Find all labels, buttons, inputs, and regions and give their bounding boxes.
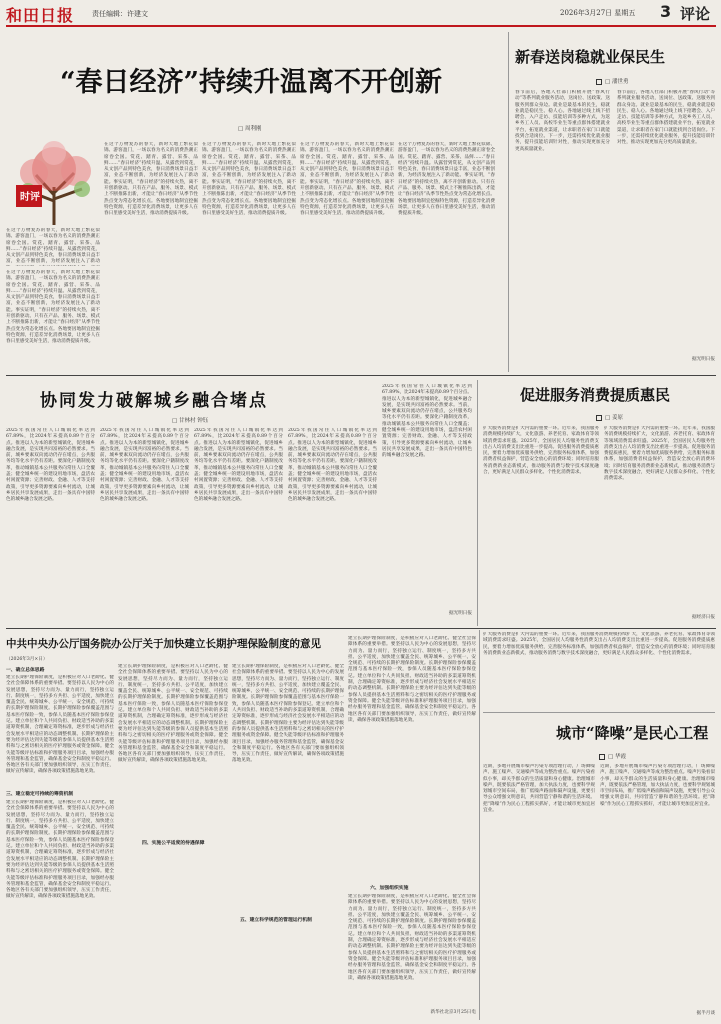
lead-headline: “春日经济”持续升温离不开创新 [60,67,443,98]
author-box-icon [599,754,605,760]
bottom-right-body-col2: 近期，多地开展城市噪声污染专项治理行动，广场舞噪声、施工噪声、交通噪声等成为整治重点。噪声污染看似小事，却关乎群众的生活质量和身心健康。治理城市噪声，既要依法严格管理，加大执法力度，也要科学规划城市空间布局，推广低噪声路面和隔声设施，更要引导公众增强文明意识，共同营造宁静和谐的生活环境。把“降噪”作为民心工程抓实抓好，才能让城市更加宜居宜业。 [600,764,715,807]
bottom-right-author: □ 华霞 [599,752,626,760]
lead-author: □ 周利刚 [238,126,262,132]
mid-left-headline: 协同发力破解城乡融合堵点 [40,391,268,411]
policy-body-col4b: 建立长期护理保险制度，是积极应对人口老龄化、健全社会保障体系的重要举措。要坚持以人民为中心的发展思想，坚持尽力而为、量力而行，坚持独立运行、制度统一，坚持多方共担、公平适度，加快建立覆盖全民、统筹城乡、公平统一、安全规范、可持续的长期护理保险制度。长期护理保险参保覆盖范围与基本医疗保险一致，参保人员随基本医疗保险参保登记。建立单位和个人共同负担、财政适当补助的多渠道筹资机制，合理确定筹资标准，逐步形成与经济社会发展水平相适应的动态调整机制。长期护理保险主要为经评估达到失能等级的参保人员提供基本生活照料和与之密切相关的医疗护理服务或资金保障。健全失能等级评估标准和护理服务项目目录，加强经办服务管理和基金监管，确保基金安全和制度平稳运行。各地区各有关部门要加强组织领导，压实工作责任，做好宣传解读，确保各项政策措施落地见效。 [348,894,476,981]
lead-body-col1: 在这个万物复苏的春天，新时天地上繁花似锦、游客盈门，一场以春为名义的消费热潮正席卷全国。赏花、踏青、露营、采茶、品鲜……“春日经济”持续升温。从露营到赏花，从文创产品到特色美食，春日消费场景日益丰富，业态不断创新，为经济发展注入了新动 [6,228,100,265]
policy-body-col1a: 建立长期护理保险制度，是积极应对人口老龄化、健全社会保障体系的重要举措。要坚持以人民为中心的发展思想，坚持尽力而为、量力而行，坚持独立运行、制度统一，坚持多方共担、公平适度，加快建立覆盖全民、统筹城乡、公平统一、安全规范、可持续的长期护理保险制度。长期护理保险参保覆盖范围与基本医疗保险一致，参保人员随基本医疗保险参保登记。建立单位和个人共同负担、财政适当补助的多渠道筹资机制，合理确定筹资标准，逐步形成与经济社会发展水平相适应的动态调整机制。长期护理保险主要为经评估达到失能等级的参保人员提供基本生活照料和与之密切相关的医疗护理服务或资金保障。健全失能等级评估标准和护理服务项目目录，加强经办服务管理和基金监管，确保基金安全和制度平稳运行。各地区各有关部门要加强组织领导，压实工作责任，做好宣传解读，确保各项政策措施落地见效。 [6,675,114,775]
newspaper-logo: 和田日报 [6,6,75,24]
policy-sign: 新华社北京3月25日电 [430,1010,476,1015]
commentary-tag: 时评 [20,192,40,203]
policy-section-5: 五、建立科学规范的管理运行机制 [240,917,312,923]
mid-right-sign: 据经济日报 [692,615,715,620]
author-box-icon [596,79,602,85]
policy-section-1: 一、确立总体思路 [6,667,45,673]
lead-body-col6: 在这个万物复苏的春天，新时天地上繁花似锦、游客盈门，一场以春为名义的消费热潮正席卷全国。赏花、踏青、露营、采茶、品鲜……“春日经济”持续升温。从露营到赏花，从文创产品到特色美食，春日消费场景日益丰富，业态不断创新，为经济发展注入了新动能。事实证明，“春日经济”的持续火热，离不开创新驱动。只有在产品、服务、场景、模式上不断推陈出新，才能让“春日经济”从季节性热点变为常态化增长点。各地要因地制宜挖掘特色资源，打造差异化消费场景，让更多人在春日里感受美好生活，推动消费提质升级。 [398,142,495,217]
mid-right-author: □ 姜原 [596,413,623,421]
bottom-right-headline: 城市“降噪”是民心工程 [556,724,709,742]
policy-section-3: 三、建立稳定可持续的筹资机制 [6,791,74,797]
policy-section-4: 四、实施公平适度的待遇保障 [142,840,205,846]
mid-right-body-col2: 扩大服务消费是扩大内需的重要一环。近年来，我国服务消费规模持续扩大，文化旅游、养老托育、家政体育等领域消费需求旺盛。2025年，全国居民人均服务性消费支出占人均消费支出比重进一步提高。促进服务消费提质惠民，要着力增加优质服务供给，完善服务标准体系，加强消费者权益保护，营造安全放心的消费环境；同时培育服务消费新业态新模式，推动服务消费与数字技术深度融合，更好满足人民群众多样化、个性化消费需求。 [604,426,715,482]
mid-right-headline: 促进服务消费提质惠民 [520,386,671,404]
masthead [0,0,721,24]
section-title: 评论 [680,5,711,23]
issue-date: 2026年3月27日 星期五 [560,9,636,17]
page-number: 3 [660,2,672,21]
policy-body-col3: 建立长期护理保险制度，是积极应对人口老龄化、健全社会保障体系的重要举措。要坚持以人民为中心的发展思想，坚持尽力而为、量力而行，坚持独立运行、制度统一，坚持多方共担、公平适度，加快建立覆盖全民、统筹城乡、公平统一、安全规范、可持续的长期护理保险制度。长期护理保险参保覆盖范围与基本医疗保险一致，参保人员随基本医疗保险参保登记。建立单位和个人共同负担、财政适当补助的多渠道筹资机制，合理确定筹资标准，逐步形成与经济社会发展水平相适应的动态调整机制。长期护理保险主要为经评估达到失能等级的参保人员提供基本生活照料和与之密切相关的医疗护理服务或资金保障。健全失能等级评估标准和护理服务项目目录，加强经办服务管理和基金监管，确保基金安全和制度平稳运行。各地区各有关部门要加强组织领导，压实工作责任，做好宣传解读，确保各项政策措施落地见效。 [232,664,344,764]
policy-body-col2: 建立长期护理保险制度，是积极应对人口老龄化、健全社会保障体系的重要举措。要坚持以人民为中心的发展思想，坚持尽力而为、量力而行，坚持独立运行、制度统一，坚持多方共担、公平适度，加快建立覆盖全民、统筹城乡、公平统一、安全规范、可持续的长期护理保险制度。长期护理保险参保覆盖范围与基本医疗保险一致，参保人员随基本医疗保险参保登记。建立单位和个人共同负担、财政适当补助的多渠道筹资机制，合理确定筹资标准，逐步形成与经济社会发展水平相适应的动态调整机制。长期护理保险主要为经评估达到失能等级的参保人员提供基本生活照料和与之密切相关的医疗护理服务或资金保障。健全失能等级评估标准和护理服务项目目录，加强经办服务管理和基金监管，确保基金安全和制度平稳运行。各地区各有关部门要加强组织领导，压实工作责任，做好宣传解读，确保各项政策措施落地见效。 [118,664,228,764]
bottom-right-sign: 据半月谈 [696,1011,715,1016]
lead-illustration [6,135,101,225]
bottom-right-body-col1: 近期，多地开展城市噪声污染专项治理行动，广场舞噪声、施工噪声、交通噪声等成为整治重点。噪声污染看似小事，却关乎群众的生活质量和身心健康。治理城市噪声，既要依法严格管理，加大执法力度，也要科学规划城市空间布局，推广低噪声路面和隔声设施，更要引导公众增强文明意识，共同营造宁静和谐的生活环境。把“降噪”作为民心工程抓实抓好，才能让城市更加宜居宜业。 [483,764,595,814]
mid-left-author: □ 甘林村 钟钰 [172,418,209,424]
author-box-icon [596,415,602,421]
right-top-author: □ 潘世勇 [596,77,628,85]
mid-left-body-col4: 2025年我国常住人口城镇化率达到67.89%，比2024年末提高0.89个百分点。推进以人为本的新型城镇化，促进城乡融合发展，是实现共同富裕的必然要求。当前，城乡要素双向流动仍存在堵点，公共服务均等化水平仍有差距。要深化户籍制度改革，推动城镇基本公共服务向常住人口全覆盖；健全城乡统一的建设用地市场，盘活农村闲置资源；完善财政、金融、人才等支持政策，引导更多资源要素向乡村流动，让城乡居民共享发展成果，走出一条具有中国特色的城乡融合发展之路。 [288,428,377,503]
policy-headline: 中共中央办公厅国务院办公厅关于加快建立长期护理保险制度的意见 [6,638,321,650]
right-top-headline: 新春送岗稳就业保民生 [515,48,666,66]
policy-body-col1b: 建立长期护理保险制度，是积极应对人口老龄化、健全社会保障体系的重要举措。要坚持以人民为中心的发展思想，坚持尽力而为、量力而行，坚持独立运行、制度统一，坚持多方共担、公平适度，加快建立覆盖全民、统筹城乡、公平统一、安全规范、可持续的长期护理保险制度。长期护理保险参保覆盖范围与基本医疗保险一致，参保人员随基本医疗保险参保登记。建立单位和个人共同负担、财政适当补助的多渠道筹资机制，合理确定筹资标准，逐步形成与经济社会发展水平相适应的动态调整机制。长期护理保险主要为经评估达到失能等级的参保人员提供基本生活照料和与之密切相关的医疗护理服务或资金保障。健全失能等级评估标准和护理服务项目目录，加强经办服务管理和基金监管，确保基金安全和制度平稳运行。各地区各有关部门要加强组织领导，压实工作责任，做好宣传解读，确保各项政策措施落地见效。 [6,800,114,900]
policy-section-6: 六、加强组织实施 [370,885,409,891]
mid-left-body-col2: 2025年我国常住人口城镇化率达到67.89%，比2024年末提高0.89个百分点。推进以人为本的新型城镇化，促进城乡融合发展，是实现共同富裕的必然要求。当前，城乡要素双向流动仍存在堵点，公共服务均等化水平仍有差距。要深化户籍制度改革，推动城镇基本公共服务向常住人口全覆盖；健全城乡统一的建设用地市场，盘活农村闲置资源；完善财政、金融、人才等支持政策，引导更多资源要素向乡村流动，让城乡居民共享发展成果，走出一条具有中国特色的城乡融合发展之路。 [100,428,189,503]
mid-left-sign: 据光明日报 [449,611,472,616]
lead-body-col2: 在这个万物复苏的春天，新时天地上繁花似锦、游客盈门，一场以春为名义的消费热潮正席卷全国。赏花、踏青、露营、采茶、品鲜……“春日经济”持续升温。从露营到赏花，从文创产品到特色美食，春日消费场景日益丰富，业态不断创新，为经济发展注入了新动能。事实证明，“春日经济”的持续火热，离不开创新驱动。只有在产品、服务、场景、模式上不断推陈出新，才能让“春日经济”从季节性热点变为常态化增长点。各地要因地制宜挖掘特色资源，打造差异化消费场景，让更多人在春日里感受美好生活，推动消费提质升级。 [6,270,100,345]
mid-left-body-col3: 2025年我国常住人口城镇化率达到67.89%，比2024年末提高0.89个百分点。推进以人为本的新型城镇化，促进城乡融合发展，是实现共同富裕的必然要求。当前，城乡要素双向流动仍存在堵点，公共服务均等化水平仍有差距。要深化户籍制度改革，推动城镇基本公共服务向常住人口全覆盖；健全城乡统一的建设用地市场，盘活农村闲置资源；完善财政、金融、人才等支持政策，引导更多资源要素向乡村流动，让城乡居民共享发展成果，走出一条具有中国特色的城乡融合发展之路。 [194,428,283,503]
right-top-sign: 据光明日报 [692,357,715,362]
mid-left-body-col5: 2025年我国常住人口城镇化率达到67.89%，比2024年末提高0.89个百分点。推进以人为本的新型城镇化，促进城乡融合发展，是实现共同富裕的必然要求。当前，城乡要素双向流动仍存在堵点，公共服务均等化水平仍有差距。要深化户籍制度改革，推动城镇基本公共服务向常住人口全覆盖；健全城乡统一的建设用地市场，盘活农村闲置资源；完善财政、金融、人才等支持政策，引导更多资源要素向乡村流动，让城乡居民共享发展成果，走出一条具有中国特色的城乡融合发展之路。 [382,384,472,459]
mid-left-body-col1: 2025年我国常住人口城镇化率达到67.89%，比2024年末提高0.89个百分点。推进以人为本的新型城镇化，促进城乡融合发展，是实现共同富裕的必然要求。当前，城乡要素双向流动仍存在堵点，公共服务均等化水平仍有差距。要深化户籍制度改革，推动城镇基本公共服务向常住人口全覆盖；健全城乡统一的建设用地市场，盘活农村闲置资源；完善财政、金融、人才等支持政策，引导更多资源要素向乡村流动，让城乡居民共享发展成果，走出一条具有中国特色的城乡融合发展之路。 [6,428,95,503]
lead-body-col4: 在这个万物复苏的春天，新时天地上繁花似锦、游客盈门，一场以春为名义的消费热潮正席卷全国。赏花、踏青、露营、采茶、品鲜……“春日经济”持续升温。从露营到赏花，从文创产品到特色美食，春日消费场景日益丰富，业态不断创新，为经济发展注入了新动能。事实证明，“春日经济”的持续火热，离不开创新驱动。只有在产品、服务、场景、模式上不断推陈出新，才能让“春日经济”从季节性热点变为常态化增长点。各地要因地制宜挖掘特色资源，打造差异化消费场景，让更多人在春日里感受美好生活，推动消费提质升级。 [202,142,296,217]
policy-subtitle: （2026年3月×日） [6,657,48,662]
lead-body-col3: 在这个万物复苏的春天，新时天地上繁花似锦、游客盈门，一场以春为名义的消费热潮正席卷全国。赏花、踏青、露营、采茶、品鲜……“春日经济”持续升温。从露营到赏花，从文创产品到特色美食，春日消费场景日益丰富，业态不断创新，为经济发展注入了新动能。事实证明，“春日经济”的持续火热，离不开创新驱动。只有在产品、服务、场景、模式上不断推陈出新，才能让“春日经济”从季节性热点变为常态化增长点。各地要因地制宜挖掘特色资源，打造差异化消费场景，让更多人在春日里感受美好生活，推动消费提质升级。 [104,142,198,217]
lead-body-col5: 在这个万物复苏的春天，新时天地上繁花似锦、游客盈门，一场以春为名义的消费热潮正席卷全国。赏花、踏青、露营、采茶、品鲜……“春日经济”持续升温。从露营到赏花，从文创产品到特色美食，春日消费场景日益丰富，业态不断创新，为经济发展注入了新动能。事实证明，“春日经济”的持续火热，离不开创新驱动。只有在产品、服务、场景、模式上不断推陈出新，才能让“春日经济”从季节性热点变为常态化增长点。各地要因地制宜挖掘特色资源，打造差异化消费场景，让更多人在春日里感受美好生活，推动消费提质升级。 [300,142,394,217]
spring-tree-illustration [6,135,101,225]
right-top-body-col2: 春节前后，各地人社部门积极开展“春风行动”等系列就业服务活动，送岗位、送政策、送服务到群众身边。就业是最基本的民生，稳就业就是稳民生、稳人心。各地通过线上线下招聘会、入户走访、技能培训等多种方式，为返乡务工人员、高校毕业生等重点群体搭建就业平台，拓宽就业渠道，让求职者在家门口就能找到合适岗位。下一步，还需持续优化就业服务，提升技能培训针对性，推动实现更加充分更高质量就业。 [617,90,715,146]
header-rule [6,25,716,27]
policy-body-col4: 建立长期护理保险制度，是积极应对人口老龄化、健全社会保障体系的重要举措。要坚持以人民为中心的发展思想，坚持尽力而为、量力而行，坚持独立运行、制度统一，坚持多方共担、公平适度，加快建立覆盖全民、统筹城乡、公平统一、安全规范、可持续的长期护理保险制度。长期护理保险参保覆盖范围与基本医疗保险一致，参保人员随基本医疗保险参保登记。建立单位和个人共同负担、财政适当补助的多渠道筹资机制，合理确定筹资标准，逐步形成与经济社会发展水平相适应的动态调整机制。长期护理保险主要为经评估达到失能等级的参保人员提供基本生活照料和与之密切相关的医疗护理服务或资金保障。健全失能等级评估标准和护理服务项目目录，加强经办服务管理和基金监管，确保基金安全和制度平稳运行。各地区各有关部门要加强组织领导，压实工作责任，做好宣传解读，确保各项政策措施落地见效。 [348,636,476,723]
mid-right-body-col3: 扩大服务消费是扩大内需的重要一环。近年来，我国服务消费规模持续扩大，文化旅游、养老托育、家政体育等领域消费需求旺盛。2025年，全国居民人均服务性消费支出占人均消费支出比重进一步提高。促进服务消费提质惠民，要着力增加优质服务供给，完善服务标准体系，加强消费者权益保护，营造安全放心的消费环境；同时培育服务消费新业态新模式，推动服务消费与数字技术深度融合，更好满足人民群众多样化、个性化消费需求。 [483,632,715,656]
mid-right-body-col1: 扩大服务消费是扩大内需的重要一环。近年来，我国服务消费规模持续扩大，文化旅游、养老托育、家政体育等领域消费需求旺盛。2025年，全国居民人均服务性消费支出占人均消费支出比重进一步提高。促进服务消费提质惠民，要着力增加优质服务供给，完善服务标准体系，加强消费者权益保护，营造安全放心的消费环境；同时培育服务消费新业态新模式，推动服务消费与数字技术深度融合，更好满足人民群众多样化、个性化消费需求。 [483,426,599,476]
right-top-body-col1: 春节前后，各地人社部门积极开展“春风行动”等系列就业服务活动，送岗位、送政策、送服务到群众身边。就业是最基本的民生，稳就业就是稳民生、稳人心。各地通过线上线下招聘会、入户走访、技能培训等多种方式，为返乡务工人员、高校毕业生等重点群体搭建就业平台，拓宽就业渠道，让求职者在家门口就能找到合适岗位。下一步，还需持续优化就业服务，提升技能培训针对性，推动实现更加充分更高质量就业。 [515,90,610,152]
editor-credit: 责任编辑：许建文 [92,10,148,18]
